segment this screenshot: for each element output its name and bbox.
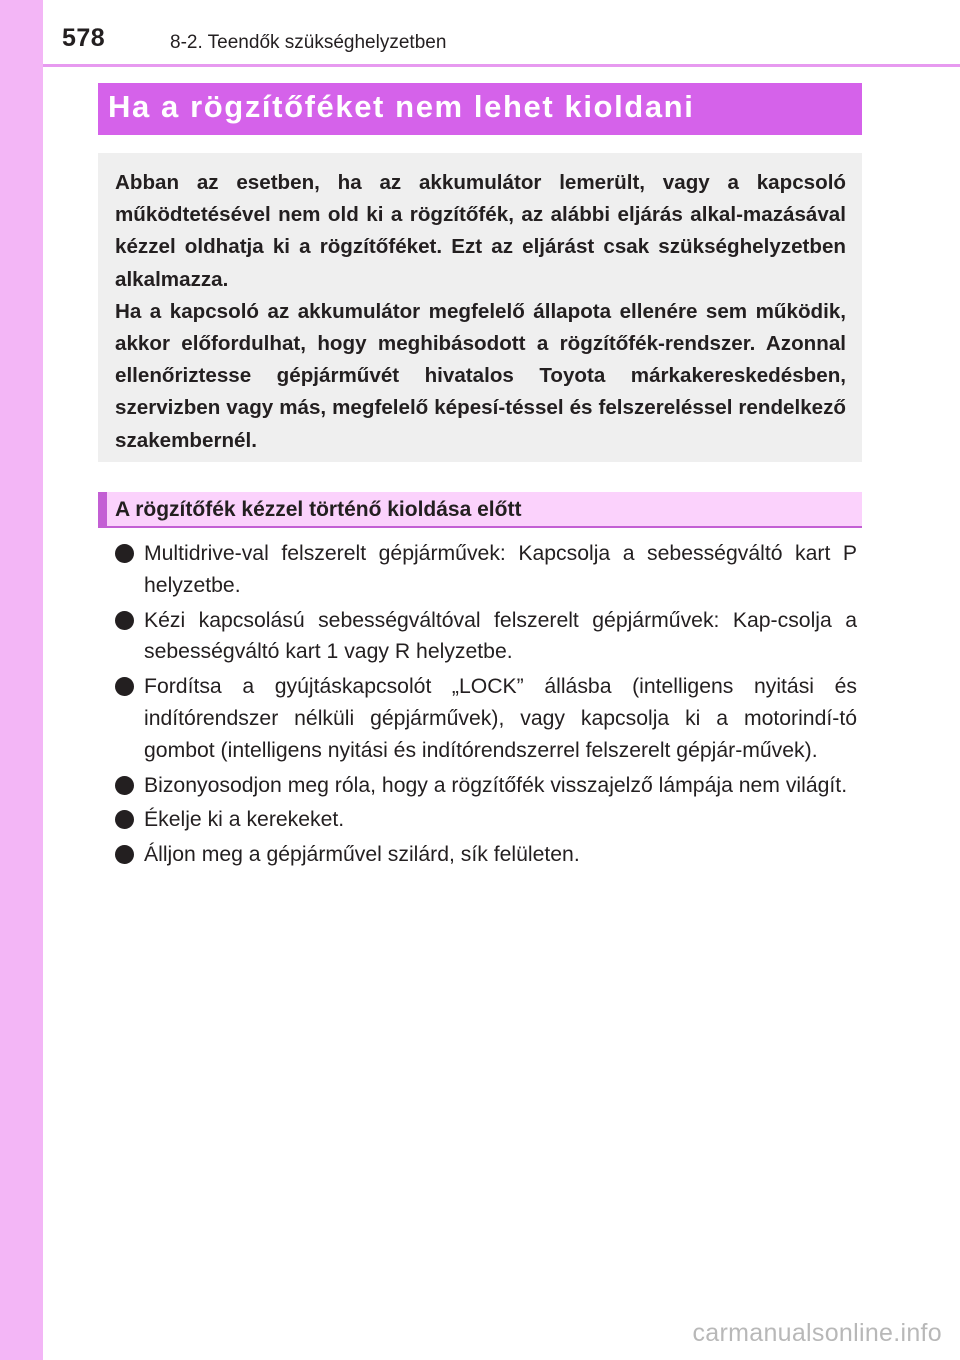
bullet-icon [115,544,134,563]
list-item [100,839,857,871]
list-item-text: Fordítsa a gyújtáskapcsolót „LOCK” állásba (intelligens nyitási és indítórendszer nélküli gépjárművek), vagy kapcsolja ki a motorindí-tó gombot (intelligens nyitási és indítórendszerrel felszerelt gépjár-művek). [144,675,857,762]
list-item [100,770,857,802]
bullet-icon [115,611,134,630]
header-divider [43,64,960,67]
bullet-icon [115,677,134,696]
warning-paragraph-1: Abban az esetben, ha az akkumulátor lemerült, vagy a kapcsoló működtetésével nem old ki a rögzítőfék, az alábbi eljárás alkal-mazásával kézzel oldhatja ki a rögzítőféket. Ezt az eljárást csak szükséghelyzetben alkalmazza. [115,171,846,291]
warning-paragraph-2: Ha a kapcsoló az akkumulátor megfelelő állapota ellenére sem működik, akkor előfordulhat, hogy meghibásodott a rögzítőfék-rendszer. Azonnal ellenőriztesse gépjárművét hivatalos Toyota márkakereskedésben, szervizben vagy más, megfelelő képesí-téssel és felszereléssel rendelkező szakembernél. [115,299,846,452]
subsection-header [98,492,862,528]
page-number: 578 [62,24,106,52]
subsection-title: A rögzítőfék kézzel történő kioldása előtt [115,498,522,521]
list-item [100,804,857,836]
bullet-icon [115,776,134,795]
title-bar [98,83,862,135]
warning-box [98,153,862,462]
bullet-icon [115,810,134,829]
list-item [100,538,857,602]
list-item-text: Kézi kapcsolású sebességváltóval felszerelt gépjárművek: Kap-csolja a sebességváltó kart 1 vagy R helyzetbe. [144,608,857,664]
list-item-text: Bizonyosodjon meg róla, hogy a rögzítőfék visszajelző lámpája nem világít. [144,773,848,797]
bullet-icon [115,845,134,864]
list-item [100,605,857,669]
watermark: carmanualsonline.info [692,1319,942,1347]
side-color-band [0,0,43,1360]
page-title: Ha a rögzítőféket nem lehet kioldani [108,89,695,124]
bullet-list [100,538,857,874]
list-item-text: Álljon meg a gépjárművel szilárd, sík felületen. [144,843,580,867]
list-item-text: Multidrive-val felszerelt gépjárművek: Kapcsolja a sebességváltó kart P helyzetbe. [144,542,857,597]
list-item-text: Ékelje ki a kerekeket. [144,808,345,832]
list-item [100,671,857,766]
section-header: 8-2. Teendők szükséghelyzetben [170,32,447,53]
